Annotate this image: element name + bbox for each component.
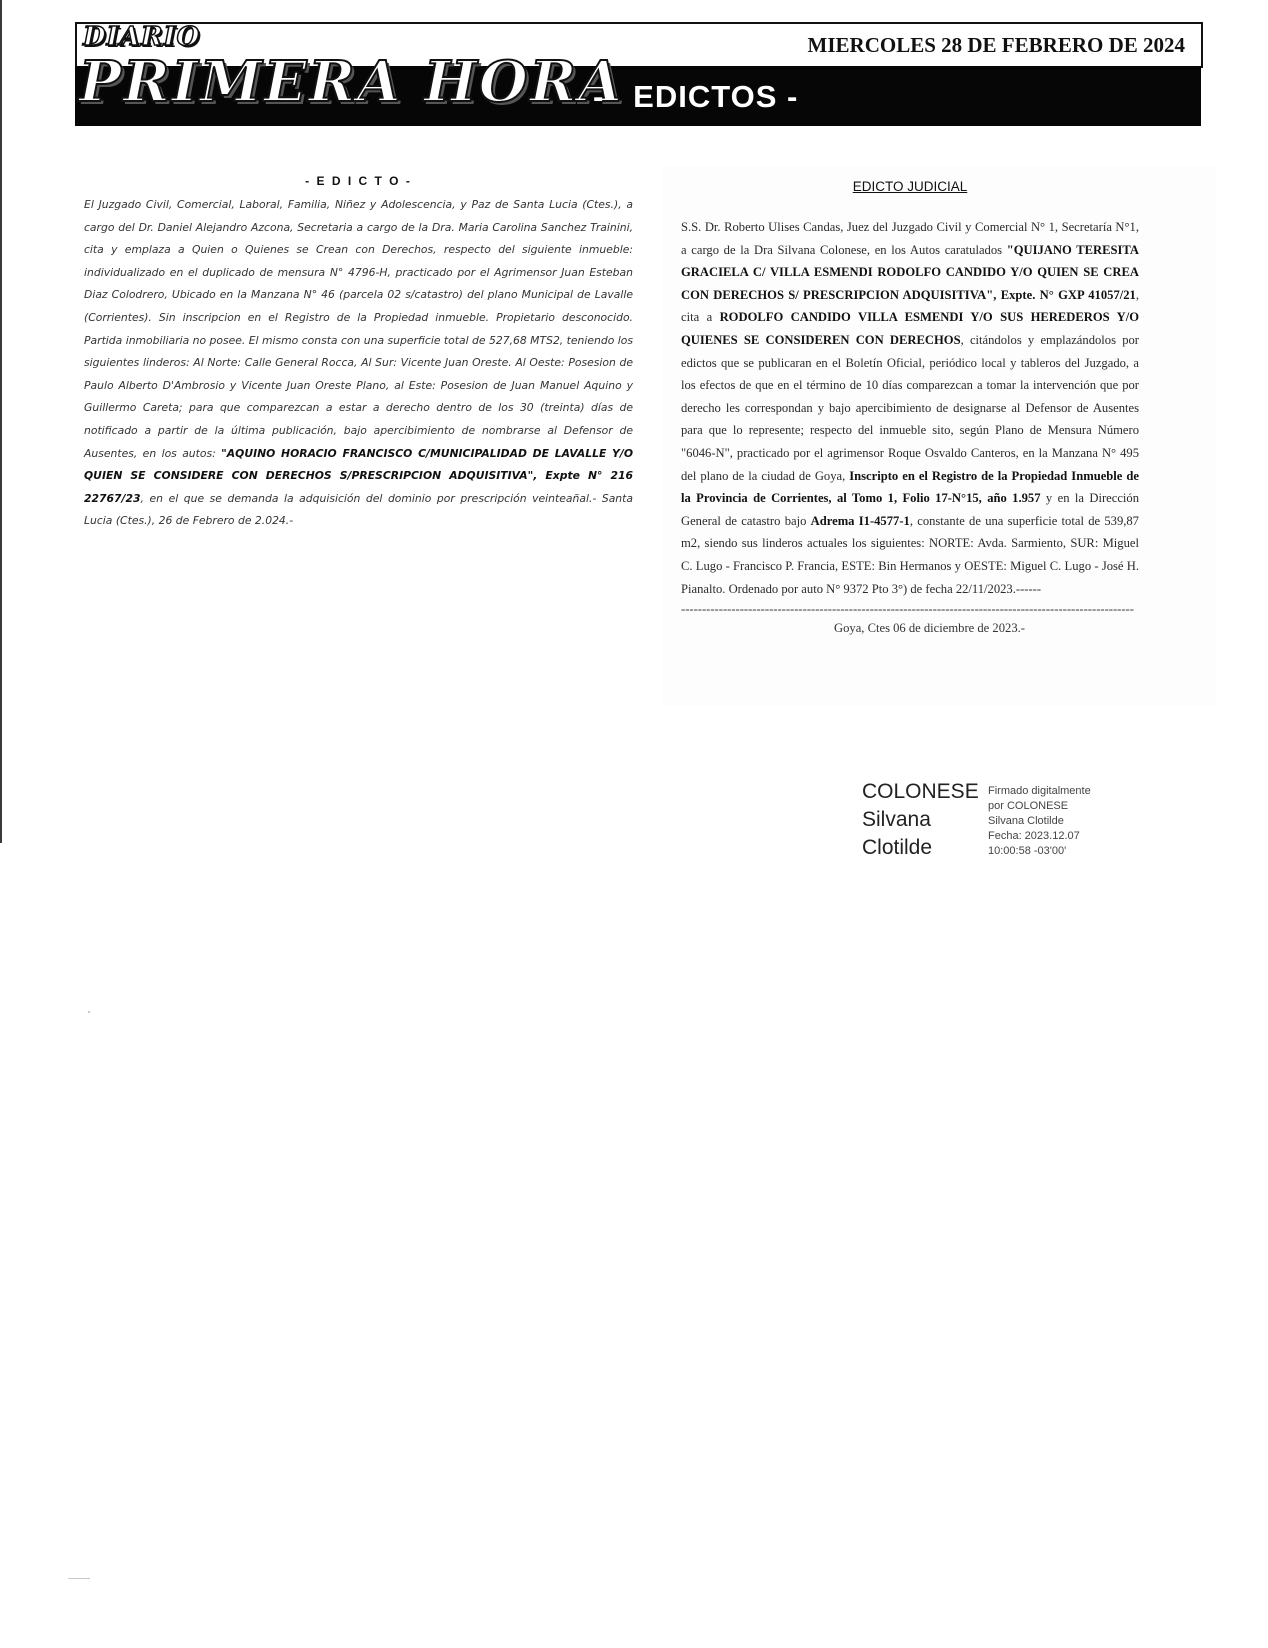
signature-meta-line: Silvana Clotilde <box>988 815 1064 827</box>
edict-left-body <box>84 194 633 533</box>
place-date: Goya, Ctes 06 de diciembre de 2023.- <box>834 621 1025 636</box>
edict-right-adrema: Adrema I1-4577-1 <box>810 513 910 528</box>
issue-date: MIERCOLES 28 DE FEBRERO DE 2024 <box>807 33 1185 57</box>
signature-meta-line: Firmado digitalmente <box>988 785 1091 797</box>
signer-name-line: Silvana <box>862 808 931 831</box>
scan-speck <box>68 1578 90 1579</box>
signature-meta <box>988 784 1128 859</box>
logo-diario: DIARIO <box>83 22 201 52</box>
signer-name <box>862 778 982 862</box>
edict-right <box>681 179 1139 636</box>
signer-name-line: COLONESE <box>862 780 979 803</box>
section-title: - EDICTOS - <box>593 79 799 114</box>
signature-meta-line: 10:00:58 -03'00' <box>988 845 1067 857</box>
edict-left-case: "AQUINO HORACIO FRANCISCO C/MUNICIPALIDAD DE LAVALLE Y/O QUIEN SE CONSIDERE CON DERECHOS S/PRESCRIPCION ADQUISITIVA", Expte N° 216 22767/23 <box>84 446 633 505</box>
masthead <box>75 22 1201 126</box>
page-left-edge <box>0 0 2 843</box>
signature-meta-line: por COLONESE <box>988 800 1069 812</box>
edict-right-body <box>681 216 1139 600</box>
edict-right-defendant: RODOLFO CANDIDO VILLA ESMENDI Y/O SUS HEREDEROS Y/O QUIENES SE CONSIDEREN CON DERECHOS <box>681 310 1139 347</box>
edict-right-text-2: , cita a <box>681 287 1139 325</box>
edict-right-text-3: , citándolos y emplazándolos por edictos que se publicaran en el Boletín Oficial, periódico local y tableros del Juzgado, a los efectos de que en el término de 10 días comparezcan a tomar la intervención que por derecho les correspondan y bajo apercibimiento de designarse al Defensor de Ausentes para que lo represente; respecto del inmueble sito, según Plano de Mensura Número "6046-N", practicado por el agrimensor Roque Osvaldo Canteros, en la Manzana N° 495 del plano de la ciudad de Goya, <box>681 332 1139 483</box>
edict-right-text-5: , constante de una superficie total de 539,87 m2, siendo sus linderos actuales los siguientes: NORTE: Avda. Sarmiento, SUR: Miguel C. Lugo - Francisco P. Francia, ESTE: Bin Hermanos y OESTE: Miguel C. Lugo - José H. Pianalto. Ordenado por auto N° 9372 Pto 3°) de fecha 22/11/2023.------ <box>681 513 1139 596</box>
digital-signature <box>862 778 1122 868</box>
edict-left-heading: - E D I C T O - <box>305 174 412 188</box>
edict-right-heading: EDICTO JUDICIAL <box>852 179 968 194</box>
edict-right-registry: Inscripto en el Registro de la Propiedad Inmueble de la Provincia de Corrientes, al Tomo 1, Folio 17-N°15, año 1.957 <box>681 468 1139 506</box>
edict-right-text-4: y en la Dirección General de catastro bajo <box>681 491 1140 528</box>
scan-speck <box>88 1011 90 1013</box>
signature-meta-line: Fecha: 2023.12.07 <box>988 830 1080 842</box>
dash-separator: ------------------------------------------------------------------------------------------------------------ <box>681 602 1134 617</box>
edict-right-text-1: S.S. Dr. Roberto Ulises Candas, Juez del Juzgado Civil y Comercial N° 1, Secretaría N°1, a cargo de la Dra Silvana Colonese, en los Autos caratulados <box>681 220 1139 257</box>
signer-name-line: Clotilde <box>862 836 933 859</box>
logo-primera-hora: PRIMERA HORA <box>79 49 624 115</box>
edict-right-case: "QUIJANO TERESITA GRACIELA C/ VILLA ESMENDI RODOLFO CANDIDO Y/O QUIEN SE CREA CON DERECHOS S/ PRESCRIPCION ADQUISITIVA", Expte. N° GXP 41057/21 <box>681 242 1139 302</box>
edict-left-text-end: , en el que se demanda la adquisición del dominio por prescripción veinteañal.- Santa Lucia (Ctes.), 26 de Febrero de 2.024.- <box>84 491 633 528</box>
edict-left-text: El Juzgado Civil, Comercial, Laboral, Familia, Niñez y Adolescencia, y Paz de Santa Lucia (Ctes.), a cargo del Dr. Daniel Alejandro Azcona, Secretaria a cargo de la Dra. Maria Carolina Sanchez Trainini, cita y emplaza a Quien o Quienes se Crean con Derechos, respecto del siguiente inmueble: individualizado en el duplicado de mensura N° 4796-H, practicado por el Agrimensor Juan Esteban Diaz Colodrero, Ubicado en la Manzana N° 46 (parcela 02 s/catastro) del plano Municipal de Lavalle (Corrientes). Sin inscripcion en el Registro de la Propiedad inmueble. Propietario desconocido. Partida inmobiliaria no posee. El mismo consta con una superficie total de 527,68 MTS2, teniendo los siguientes linderos: Al Norte: Calle General Rocca, Al Sur: Vicente Juan Oreste. Al Oeste: Posesion de Paulo Alberto D'Ambrosio y Vicente Juan Oreste Plano, al Este: Posesion de Juan Manuel Aquino y Guillermo Careta; para que comparezcan a estar a derecho dentro de los 30 (treinta) días de notificado a partir de la última publicación, bajo apercibimiento de nombrarse al Defensor de Ausentes, en los autos: <box>84 198 634 460</box>
edict-left <box>84 174 633 533</box>
